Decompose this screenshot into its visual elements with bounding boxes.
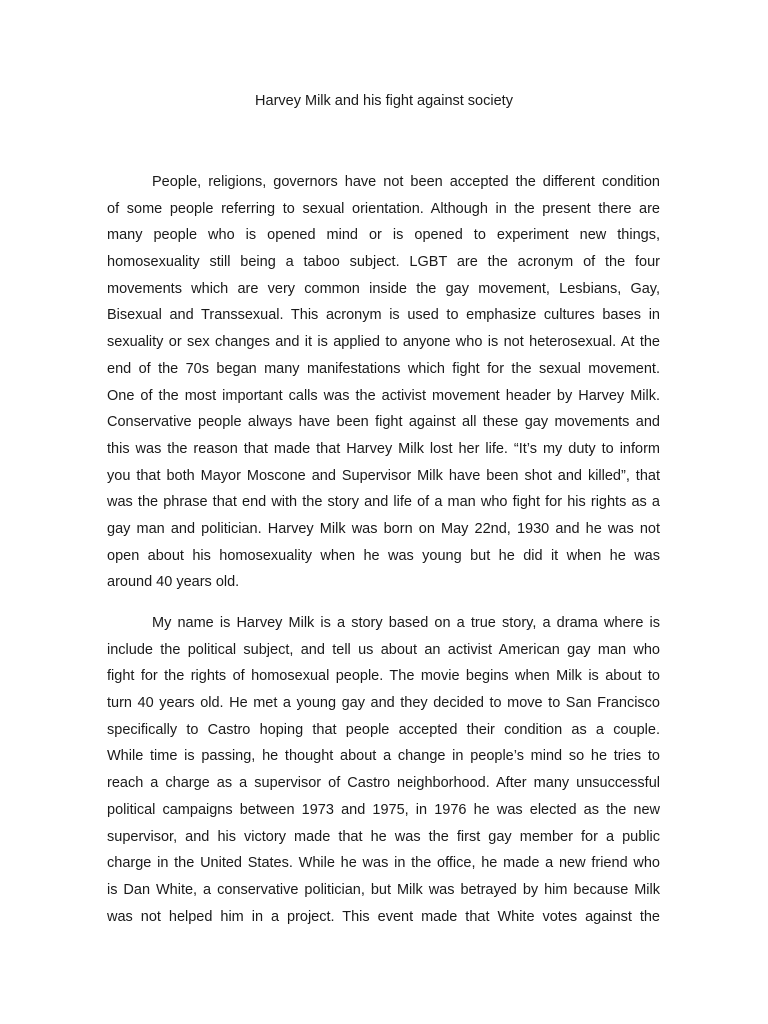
text-line: specifically to Castro hoping that people accepted their condition as a couple.: [107, 721, 660, 738]
text-line: is Dan White, a conservative politician, but Milk was betrayed by him because Milk: [107, 881, 660, 898]
text-line: Bisexual and Transsexual. This acronym is used to emphasize cultures bases in: [107, 307, 660, 324]
text-line: My name is Harvey Milk is a story based on a true story, a drama where is: [152, 615, 660, 631]
text-line: homosexuality still being a taboo subject. LGBT are the acronym of the four: [107, 254, 660, 271]
text-line: supervisor, and his victory made that he was the first gay member for a public: [107, 828, 660, 845]
text-line: end of the 70s began many manifestations which fight for the sexual movement.: [107, 360, 660, 377]
text-line: political campaigns between 1973 and 1975, in 1976 he was elected as the new: [107, 801, 660, 818]
text-line: open about his homosexuality when he was young but he did it when he was: [107, 547, 660, 564]
text-line: this was the reason that made that Harvey Milk lost her life. “It’s my duty to inform: [107, 440, 660, 457]
text-line: gay man and politician. Harvey Milk was born on May 22nd, 1930 and he was not: [107, 520, 660, 537]
text-line: was the phrase that end with the story and life of a man who fight for his rights as a: [107, 494, 660, 511]
text-line: reach a charge as a supervisor of Castro neighborhood. After many unsuccessful: [107, 775, 660, 792]
text-line: turn 40 years old. He met a young gay and they decided to move to San Francisco: [107, 695, 660, 712]
text-line: around 40 years old.: [107, 574, 240, 591]
text-line: include the political subject, and tell us about an activist American gay man who: [107, 641, 660, 658]
text-line: fight for the rights of homosexual people. The movie begins when Milk is about to: [107, 668, 660, 685]
text-line: Conservative people always have been fight against all these gay movements and: [107, 414, 660, 431]
document-title: Harvey Milk and his fight against society: [255, 93, 513, 109]
paragraph-1: [107, 169, 660, 596]
text-line: One of the most important calls was the activist movement header by Harvey Milk.: [107, 387, 660, 404]
text-line: sexuality or sex changes and it is applied to anyone who is not heterosexual. At the: [107, 334, 660, 351]
text-line: was not helped him in a project. This event made that White votes against the: [107, 908, 660, 925]
paragraph-2: [107, 610, 660, 930]
text-line: People, religions, governors have not been accepted the different condition: [152, 174, 660, 190]
text-line: of some people referring to sexual orientation. Although in the present there are: [107, 200, 660, 217]
text-line: While time is passing, he thought about a change in people’s mind so he tries to: [107, 748, 660, 765]
text-line: movements which are very common inside the gay movement, Lesbians, Gay,: [107, 280, 660, 297]
text-line: charge in the United States. While he was in the office, he made a new friend who: [107, 855, 660, 872]
text-line: you that both Mayor Moscone and Supervisor Milk have been shot and killed”, that: [107, 467, 660, 484]
text-line: many people who is opened mind or is opened to experiment new things,: [107, 227, 660, 244]
